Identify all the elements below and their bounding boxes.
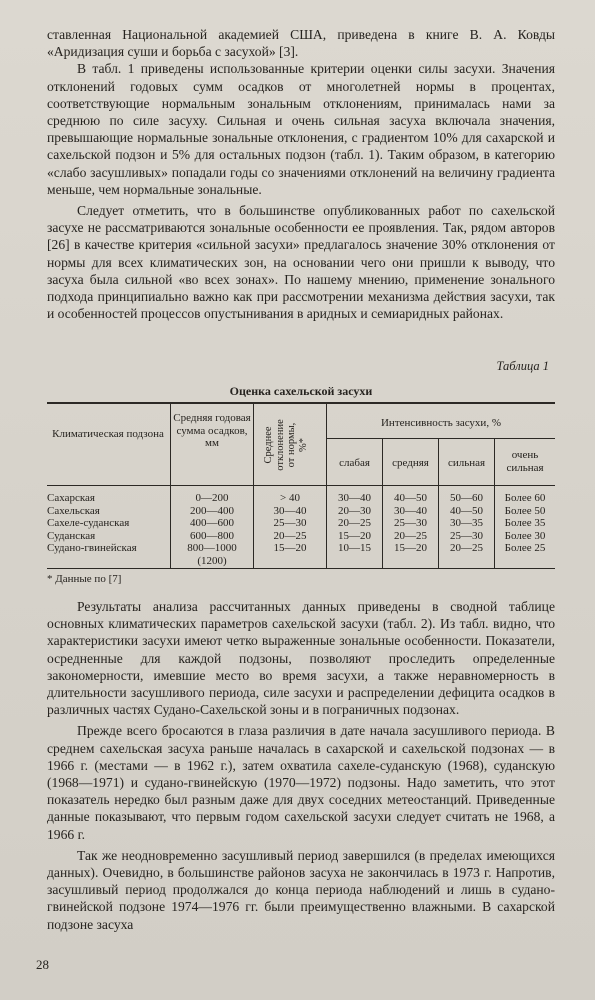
table-cell-weak: 30—40 [338,492,371,504]
table-cell-deviation: 20—25 [273,529,307,542]
table-cell-medium: 40—50 [394,492,427,504]
table-cell-deviation: 30—40 [273,504,307,517]
header-weak: слабая [339,457,370,469]
table-cell-weak: 20—30 [338,504,371,517]
table-cell-zone: Сахеле-суданская [47,517,130,530]
header-zone: Климатическая подзона [52,428,164,440]
table-cell-precip: 800—1000 [187,542,237,555]
intensity-rule [326,438,555,439]
table-cell-precip: 200—400 [190,504,234,517]
table-cell-strong: 40—50 [450,504,483,517]
header-deviation-line: отклонение [274,419,286,471]
header-deviation-line: %* [297,438,309,453]
table-cell-very-strong: Более 25 [504,542,546,555]
header-medium: средняя [392,457,429,469]
text-block-top [47,26,555,322]
table-cell-strong: 25—30 [450,529,483,542]
table-cell-zone: Суданская [47,529,96,542]
table-title: Оценка сахельской засухи [229,384,373,398]
table-cell-medium: 15—20 [394,542,427,555]
table-cell-weak: 10—15 [338,542,371,555]
paragraph: Результаты анализа рассчитанных данных приведены в сводной таблице основных климатических параметров сахельской засухи (табл. 2). Из табл. видно, что характеристики засухи имеют четко выраженные зональные особенности. Показатели, осредненные для каждой подзоны, позволяют проследить определенные закономерности, имевшие место во время засухи, а также неравномерность в длительности засушливого периода, силе засухи и распределении дефицита осадков в различных частях Судано-Сахельской зоны и в пограничных подзонах. [47,599,555,718]
header-deviation [253,405,319,485]
table-cell-very-strong: Более 30 [504,529,546,542]
paragraph: В табл. 1 приведены использованные критерии оценки силы засухи. Значения отклонений годовых сумм осадков от многолетней нормы в процентах, соответствующие нормальным зональным отклонениям, принималась нами за среднюю по силе засуху. Сильная и очень сильная засуха включала значения, превышающие нормальные зональные отклонения, с градиентом 10% для сахарской и сахельской подзон и 5% для остальных подзон (табл. 1). Таким образом, в категорию «слабо засушливых» попадали годы со значениями отклонений на величину градиента меньше, чем нормальные зональные. [47,61,555,197]
table-cell-medium: 25—30 [394,517,427,530]
paragraph: Прежде всего бросаются в глаза различия в дате начала засушливого периода. В среднем сахельская засуха раньше началась в сахарской и сахельской подзонах — в 1966 г. (местами — в 1962 г.), затем охватила сахеле-суданскую (1968), суданскую (1968—1971) и судано-гвинейскую (1970—1972) подзоны. Надо заметить, что этот показатель нередко был разным даже для двух соседних метеостанций. Приведенные данные показывают, что первым годом сахельской засухи следует считать не 1968, а 1966 г. [47,723,555,842]
header-very-strong: очень сильная [506,449,544,474]
paragraph: ставленная Национальной академией США, приведена в книге В. А. Ковды «Аридизация суши и борьба с засухой» [3]. [47,27,555,60]
table-cell-weak: 20—25 [338,517,371,530]
table-cell-weak: 15—20 [338,529,371,542]
table-cell-precip: 0—200 [195,492,229,504]
text-block-bottom [47,598,555,933]
table-cell-precip: 600—800 [190,529,234,542]
table-cell-strong: 30—35 [450,517,483,530]
header-bottom-rule [47,485,555,486]
paragraph: Следует отметить, что в большинстве опубликованных работ по сахельской засухе не рассматриваются зональные особенности ее проявления. Так, рядом авторов [26] в качестве критерия «сильной засухи» предлагалось значение 30% отклонения от нормы для всех климатических зон, на основании чего они пришли к выводу, что засуха была сильной «во всех зонах». По нашему мнению, применение зонального подхода принципиально важно как при рассмотрении механизма действия засухи, так и особенностей процессов опустынивания в аридных и семиаридных районах. [47,203,555,322]
table-number-label: Таблица 1 [496,359,549,373]
table-cell-zone: Судано-гвинейская [47,542,137,555]
table-cell-precip-extra: (1200) [197,555,227,567]
header-intensity: Интенсивность засухи, % [380,417,501,429]
header-deviation-line: Среднее [263,426,274,464]
table-cell-medium: 20—25 [394,529,427,542]
table-cell-strong: 20—25 [450,542,483,555]
table-cell-very-strong: Более 35 [504,517,546,530]
table-cell-precip: 400—600 [190,517,234,530]
table-cell-strong: 50—60 [450,492,483,504]
table-cell-deviation: 25—30 [273,517,307,530]
header-strong: сильная [447,457,486,469]
table-cell-deviation: 15—20 [273,542,307,555]
table-cell-zone: Сахарская [47,492,95,504]
page-number: 28 [36,957,49,972]
table-cell-very-strong: Более 60 [504,492,546,504]
table-top-rule [47,402,555,404]
paragraph: Так же неодновременно засушливый период завершился (в пределах имеющихся данных). Очевидно, в большинстве районов засуха не закончилась в 1973 г. Напротив, засушливый период продолжался до конца периода наблюдений и лишь в судано-гвинейской подзоне 1974—1976 гг. были преимущественно влажными. В сахарской подзоне засуха [47,847,555,932]
header-deviation-line: от нормы, [286,422,297,468]
header-precip: Средняя годовая сумма осадков, мм [173,412,251,450]
table-cell-very-strong: Более 50 [504,504,546,517]
drought-table [47,402,555,588]
table-cell-medium: 30—40 [394,504,427,517]
table-cell-deviation: > 40 [280,492,300,504]
table-cell-zone: Сахельская [47,504,100,517]
table-bottom-rule [47,568,555,569]
table-footnote: * Данные по [7] [47,573,122,585]
